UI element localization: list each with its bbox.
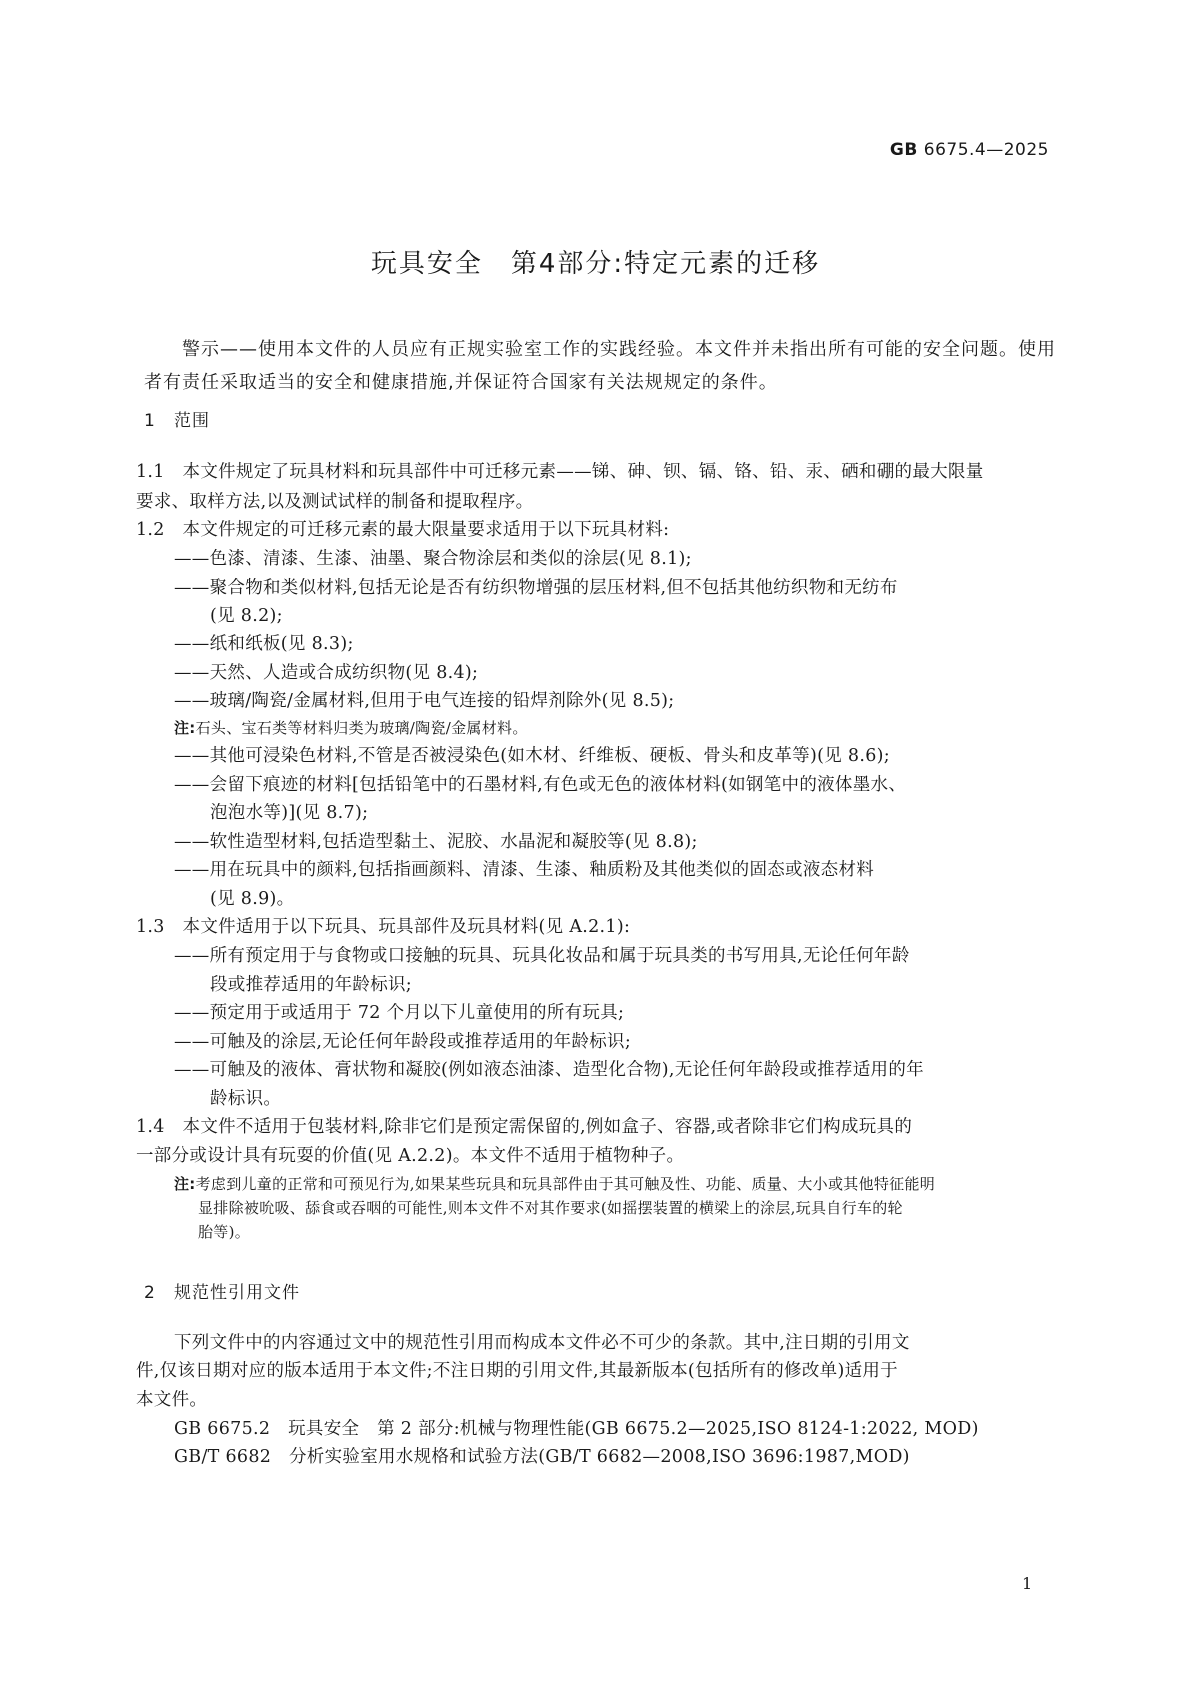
section-2-heading: 2 规范性引用文件 (144, 1283, 300, 1303)
note-continuation: 显排除被吮吸、舔食或吞咽的可能性,则本文件不对其作要求(如摇摆装置的横梁上的涂层,玩具自行车的轮 (198, 1199, 903, 1217)
list-item: ——软性造型材料,包括造型黏土、泥胶、水晶泥和凝胶等(见 8.8); (174, 832, 698, 852)
list-item: ——会留下痕迹的材料[包括铅笔中的石墨材料,有色或无色的液体材料(如钢笔中的液体墨水、 (174, 775, 907, 795)
list-item-continuation: 泡泡水等)](见 8.7); (210, 803, 369, 823)
body-paragraph-line: 本文件。 (136, 1390, 208, 1410)
list-item: ——纸和纸板(见 8.3); (174, 634, 354, 654)
warning-paragraph: 警示——使用本文件的人员应有正规实验室工作的实践经验。本文件并未指出所有可能的安全问题。使用者有责任采取适当的安全和健康措施,并保证符合国家有关法规规定的条件。 (144, 339, 1056, 393)
standard-id: GB 6675.4—2025 (889, 140, 1049, 160)
clause-1-1-line-2: 要求、取样方法,以及测试试样的制备和提取程序。 (136, 492, 534, 512)
page-number: 1 (1022, 1574, 1033, 1593)
document-title: 玩具安全 第4部分:特定元素的迁移 (370, 249, 821, 279)
body-paragraph-line: 下列文件中的内容通过文中的规范性引用而构成本文件必不可少的条款。其中,注日期的引用文 (174, 1333, 910, 1353)
note: 注:考虑到儿童的正常和可预见行为,如果某些玩具和玩具部件由于其可触及性、功能、质量、大小或其他特征能明 (174, 1175, 936, 1193)
list-item: ——可触及的液体、膏状物和凝胶(例如液态油漆、造型化合物),无论任何年龄段或推荐适用的年 (174, 1060, 924, 1080)
list-item: ——预定用于或适用于 72 个月以下儿童使用的所有玩具; (174, 1003, 625, 1023)
clause-1-4-line-2: 一部分或设计具有玩耍的价值(见 A.2.2)。本文件不适用于植物种子。 (136, 1146, 685, 1166)
clause-1-3: 1.3 本文件适用于以下玩具、玩具部件及玩具材料(见 A.2.1): (136, 917, 631, 937)
list-item: ——可触及的涂层,无论任何年龄段或推荐适用的年龄标识; (174, 1032, 632, 1052)
list-item: ——用在玩具中的颜料,包括指画颜料、清漆、生漆、釉质粉及其他类似的固态或液态材料 (174, 860, 875, 880)
list-item-continuation: 龄标识。 (210, 1089, 282, 1109)
clause-1-1-line-1: 1.1 本文件规定了玩具材料和玩具部件中可迁移元素——锑、砷、钡、镉、铬、铅、汞、硒和硼的最大限量 (136, 462, 984, 482)
list-item-continuation: (见 8.2); (210, 606, 283, 626)
list-item: ——玻璃/陶瓷/金属材料,但用于电气连接的铅焊剂除外(见 8.5); (174, 691, 675, 711)
reference-gb-t-6682: GB/T 6682 分析实验室用水规格和试验方法(GB/T 6682—2008,ISO 3696:1987,MOD) (174, 1447, 910, 1467)
list-item-continuation: 段或推荐适用的年龄标识; (210, 975, 412, 995)
list-item: ——其他可浸染色材料,不管是否被浸染色(如木材、纤维板、硬板、骨头和皮革等)(见 8.6); (174, 746, 890, 766)
clause-1-4-line-1: 1.4 本文件不适用于包装材料,除非它们是预定需保留的,例如盒子、容器,或者除非它们构成玩具的 (136, 1117, 913, 1137)
note: 注:石头、宝石类等材料归类为玻璃/陶瓷/金属材料。 (174, 719, 528, 737)
list-item: ——天然、人造或合成纺织物(见 8.4); (174, 663, 479, 683)
list-item-continuation: (见 8.9)。 (210, 889, 295, 909)
list-item: ——聚合物和类似材料,包括无论是否有纺织物增强的层压材料,但不包括其他纺织物和无纺布 (174, 578, 898, 598)
body-paragraph-line: 件,仅该日期对应的版本适用于本文件;不注日期的引用文件,其最新版本(包括所有的修改单)适用于 (136, 1361, 898, 1381)
clause-1-2: 1.2 本文件规定的可迁移元素的最大限量要求适用于以下玩具材料: (136, 520, 670, 540)
reference-gb-6675-2: GB 6675.2 玩具安全 第 2 部分:机械与物理性能(GB 6675.2—2025,ISO 8124-1:2022, MOD) (174, 1419, 979, 1439)
note-continuation: 胎等)。 (198, 1223, 251, 1241)
section-1-heading: 1 范围 (144, 411, 210, 431)
list-item: ——色漆、清漆、生漆、油墨、聚合物涂层和类似的涂层(见 8.1); (174, 549, 692, 569)
list-item: ——所有预定用于与食物或口接触的玩具、玩具化妆品和属于玩具类的书写用具,无论任何年龄 (174, 946, 910, 966)
